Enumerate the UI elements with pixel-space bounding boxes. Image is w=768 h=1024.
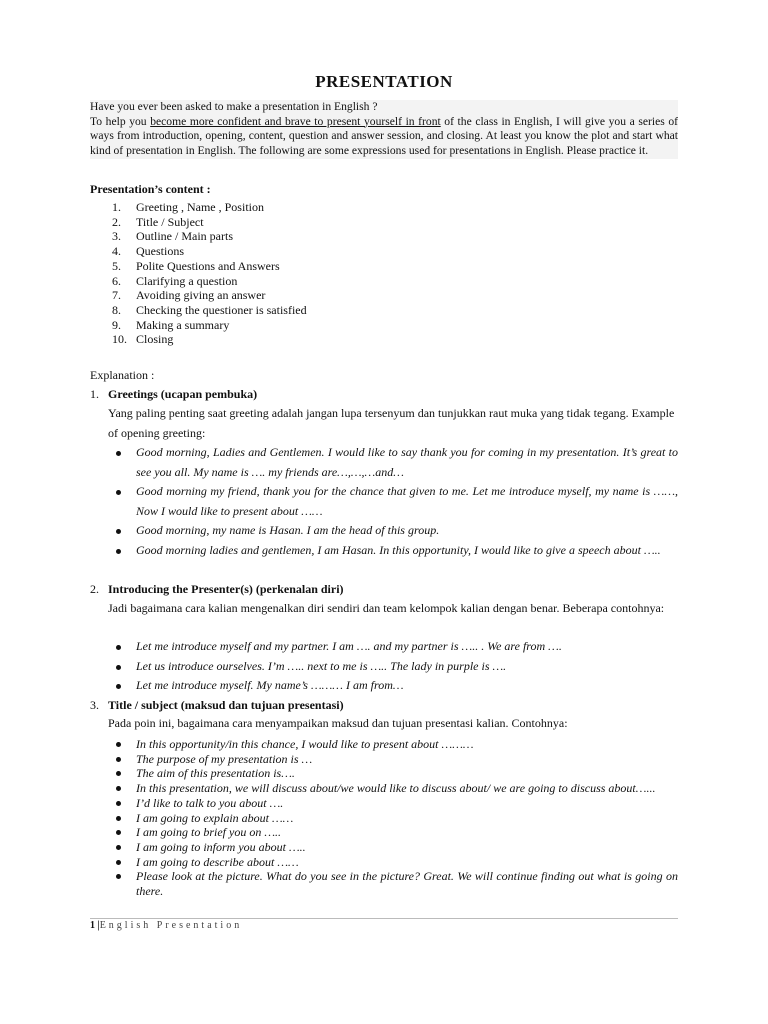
list-item [90, 274, 307, 289]
section-number: 2. [90, 582, 99, 596]
list-item: I’d like to talk to you about …. [108, 796, 678, 811]
list-number: 1. [112, 200, 121, 214]
list-item [90, 332, 307, 347]
list-item: Please look at the picture. What do you see in the picture? Great. We will continue finding out what is going on there. [108, 869, 678, 898]
intro-text: To help you [90, 114, 151, 128]
section-title: Greetings (ucapan pembuka) [108, 387, 258, 401]
bullet-list [108, 637, 678, 696]
list-item: I am going to describe about …… [108, 855, 678, 870]
list-item: Let me introduce myself. My name’s ……… I am from… [108, 676, 678, 696]
footer-divider [90, 918, 678, 919]
list-text: Outline / Main parts [136, 229, 233, 244]
list-number: 7. [112, 288, 121, 303]
section-title: Title / subject (maksud dan tujuan presentasi) [108, 698, 344, 712]
list-item: Good morning my friend, thank you for the chance that given to me. Let me introduce myself, my name is ……, Now I would like to present about …… [108, 482, 678, 521]
contents-list [90, 200, 307, 347]
section-number: 3. [90, 698, 99, 712]
list-item: Let us introduce ourselves. I’m ….. next to me is ….. The lady in purple is …. [108, 657, 678, 677]
page-footer [90, 920, 242, 931]
list-item: In this opportunity/in this chance, I would like to present about ……… [108, 737, 678, 752]
explanation-label: Explanation : [90, 368, 155, 382]
list-item [90, 200, 307, 215]
list-item: I am going to brief you on ….. [108, 825, 678, 840]
list-number: 3. [112, 229, 121, 244]
bullet-list [108, 443, 678, 560]
intro-paragraph [90, 100, 678, 159]
list-item: I am going to inform you about ….. [108, 840, 678, 855]
list-item: The aim of this presentation is…. [108, 766, 678, 781]
intro-line-1: Have you ever been asked to make a presentation in English ? [90, 100, 378, 113]
list-text: Closing [136, 332, 174, 347]
list-item: Good morning ladies and gentlemen, I am Hasan. In this opportunity, I would like to give a speech about ….. [108, 541, 678, 561]
list-number: 10. [112, 332, 127, 347]
list-item [90, 215, 307, 230]
list-number: 8. [112, 302, 121, 317]
section-heading-greetings [90, 387, 257, 402]
page-title: PRESENTATION [315, 72, 453, 91]
section-heading-presenters [90, 582, 344, 597]
list-text: Title / Subject [136, 214, 204, 229]
list-number: 5. [112, 258, 121, 273]
list-text: Clarifying a question [136, 273, 238, 288]
list-text: Making a summary [136, 317, 230, 332]
section-heading-title-subject [90, 698, 344, 713]
list-text: Polite Questions and Answers [136, 258, 280, 273]
list-number: 2. [112, 214, 121, 229]
list-item [90, 318, 307, 333]
list-item: I am going to explain about …… [108, 811, 678, 826]
bullet-list [108, 737, 678, 899]
footer-separator: | [95, 920, 100, 931]
list-text: Questions [136, 244, 184, 259]
section-number: 1. [90, 387, 99, 401]
list-number: 4. [112, 244, 121, 259]
list-number: 9. [112, 317, 121, 332]
list-number: 6. [112, 273, 121, 288]
section-title: Introducing the Presenter(s) (perkenalan diri) [108, 582, 344, 596]
section-paragraph: Yang paling penting saat greeting adalah jangan lupa tersenyum dan tunjukkan raut muka yang tidak tegang. Example of opening greeting: [108, 406, 675, 440]
list-text: Avoiding giving an answer [136, 288, 266, 303]
list-item: Good morning, my name is Hasan. I am the head of this group. [108, 521, 678, 541]
list-item: In this presentation, we will discuss about/we would like to discuss about/ we are going to discuss about…... [108, 781, 678, 796]
intro-text-rest: of the class in English, I will give you a series of ways from introduction, opening, content, question and answer session, and closing. At least you know the plot and start what kind of presentation in English. The following are some expressions used for presentations in English. Please practice it. [90, 114, 678, 157]
list-item [90, 303, 307, 318]
list-item [90, 288, 307, 303]
list-item [90, 244, 307, 259]
contents-heading: Presentation’s content : [90, 182, 211, 196]
list-item: The purpose of my presentation is … [108, 752, 678, 767]
list-item: Let me introduce myself and my partner. I am …. and my partner is ….. . We are from …. [108, 637, 678, 657]
footer-label: English Presentation [99, 920, 243, 931]
intro-line-2 [90, 115, 678, 159]
list-item [90, 229, 307, 244]
list-item [90, 259, 307, 274]
section-paragraph: Jadi bagaimana cara kalian mengenalkan diri sendiri dan team kelompok kalian dengan benar. Beberapa contohnya: [108, 601, 665, 615]
page-number: 1 [90, 920, 95, 931]
intro-underlined-text: become more confident and brave to present yourself in front [150, 114, 441, 128]
list-text: Greeting , Name , Position [136, 200, 264, 214]
list-text: Checking the questioner is satisfied [136, 302, 307, 317]
section-paragraph: Pada poin ini, bagaimana cara menyampaikan maksud dan tujuan presentasi kalian. Contohnya: [108, 716, 568, 730]
list-item: Good morning, Ladies and Gentlemen. I would like to say thank you for coming in my presentation. It’s great to see you all. My name is …. my friends are…,…,…and… [108, 443, 678, 482]
